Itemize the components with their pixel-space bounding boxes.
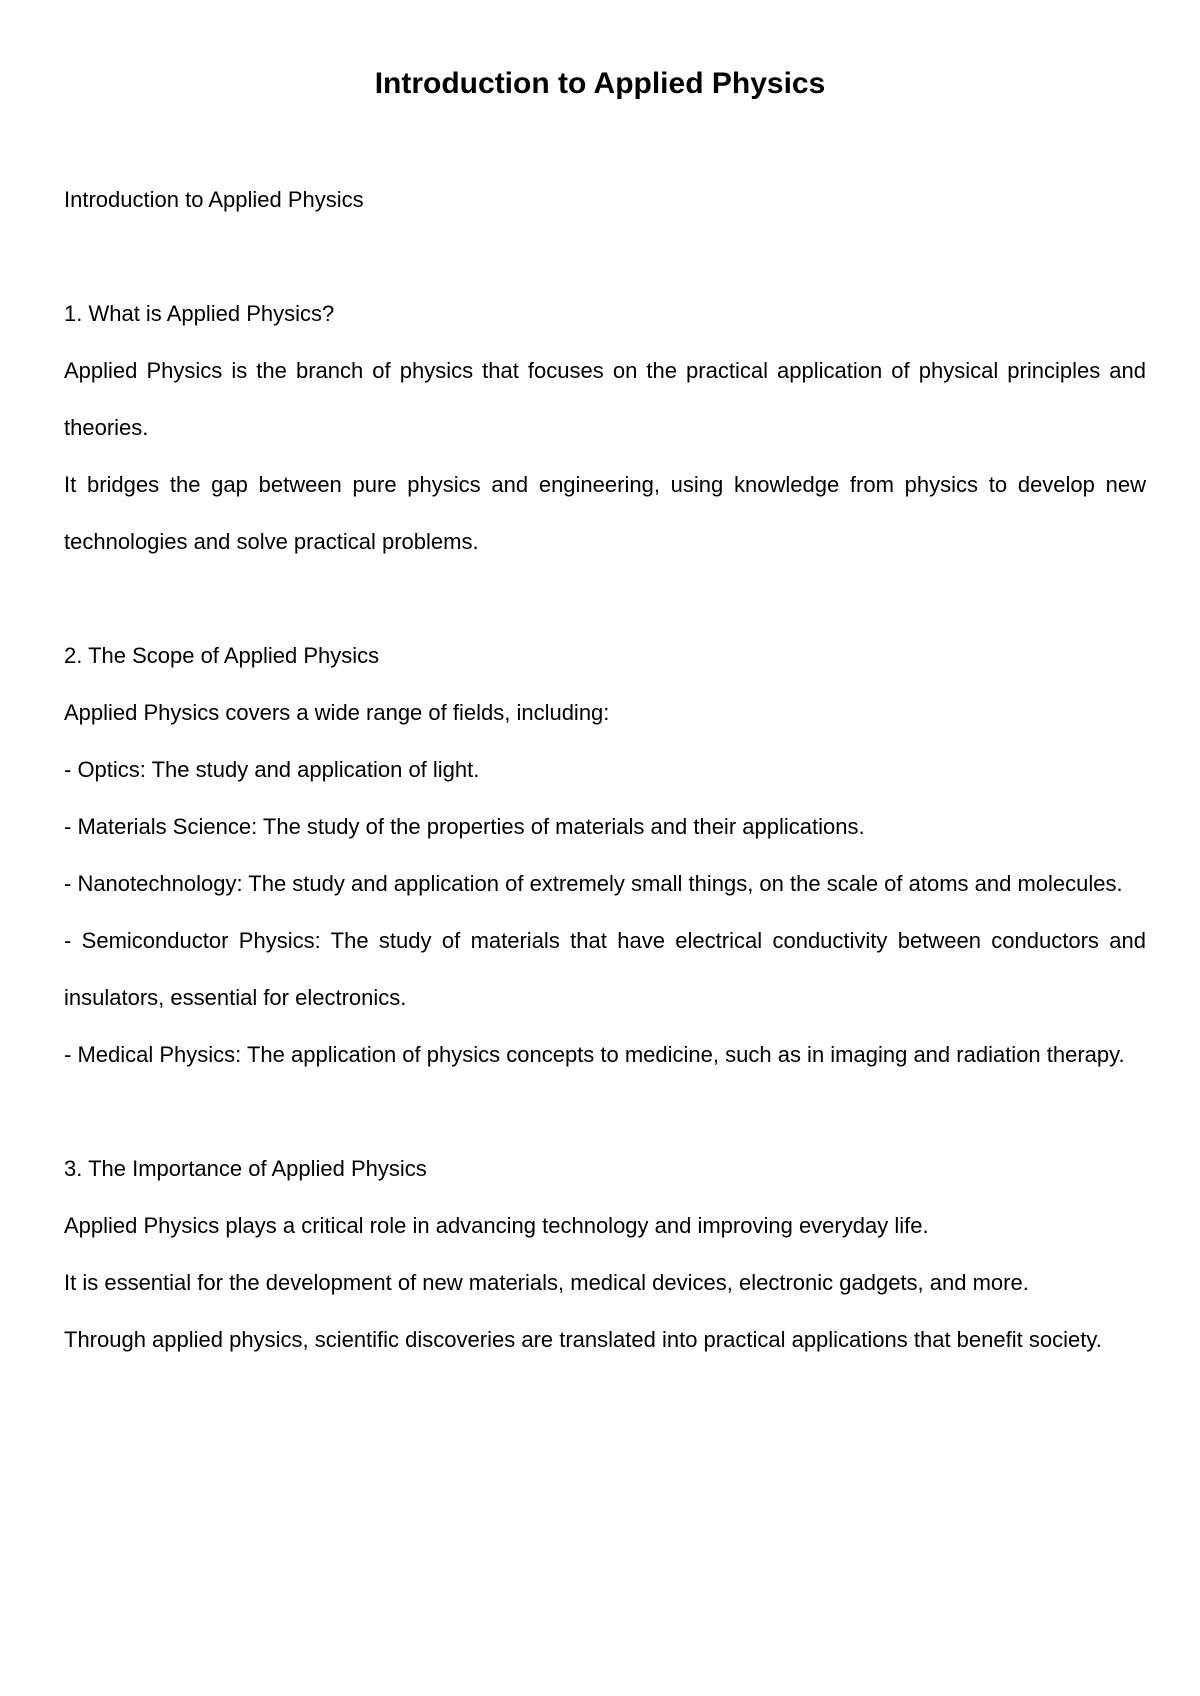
blank-line xyxy=(64,228,1146,285)
document-title: Introduction to Applied Physics xyxy=(374,67,826,100)
list-item-optics: - Optics: The study and application of light. xyxy=(64,757,480,782)
blank-line xyxy=(64,1083,1146,1140)
section-heading-2: 2. The Scope of Applied Physics xyxy=(64,643,380,668)
list-item-nanotechnology: - Nanotechnology: The study and application of extremely small things, on the scale of atoms and molecules. xyxy=(64,871,1123,896)
list-item-medical-physics: - Medical Physics: The application of physics concepts to medicine, such as in imaging and radiation therapy. xyxy=(64,1042,1125,1067)
document-subtitle: Introduction to Applied Physics xyxy=(64,187,364,212)
section-heading-3: 3. The Importance of Applied Physics xyxy=(64,1156,427,1181)
section-3-paragraph-1: Applied Physics plays a critical role in advancing technology and improving everyday life. xyxy=(64,1213,929,1238)
blank-line xyxy=(64,570,1146,627)
section-3-paragraph-3: Through applied physics, scientific discoveries are translated into practical applications that benefit society. xyxy=(64,1327,1102,1352)
list-item-semiconductor-physics: - Semiconductor Physics: The study of materials that have electrical conductivity between conductors and insulators, essential for electronics. xyxy=(64,928,1146,1010)
section-2-intro: Applied Physics covers a wide range of fields, including: xyxy=(64,700,610,725)
document-body xyxy=(64,171,1146,1368)
section-3-paragraph-2: It is essential for the development of new materials, medical devices, electronic gadgets, and more. xyxy=(64,1270,1029,1295)
list-item-materials-science: - Materials Science: The study of the properties of materials and their applications. xyxy=(64,814,865,839)
section-1-paragraph-1: Applied Physics is the branch of physics that focuses on the practical application of physical principles and theories. xyxy=(64,358,1146,440)
section-heading-1: 1. What is Applied Physics? xyxy=(64,301,335,326)
section-1-paragraph-2: It bridges the gap between pure physics and engineering, using knowledge from physics to develop new technologies and solve practical problems. xyxy=(64,472,1146,554)
